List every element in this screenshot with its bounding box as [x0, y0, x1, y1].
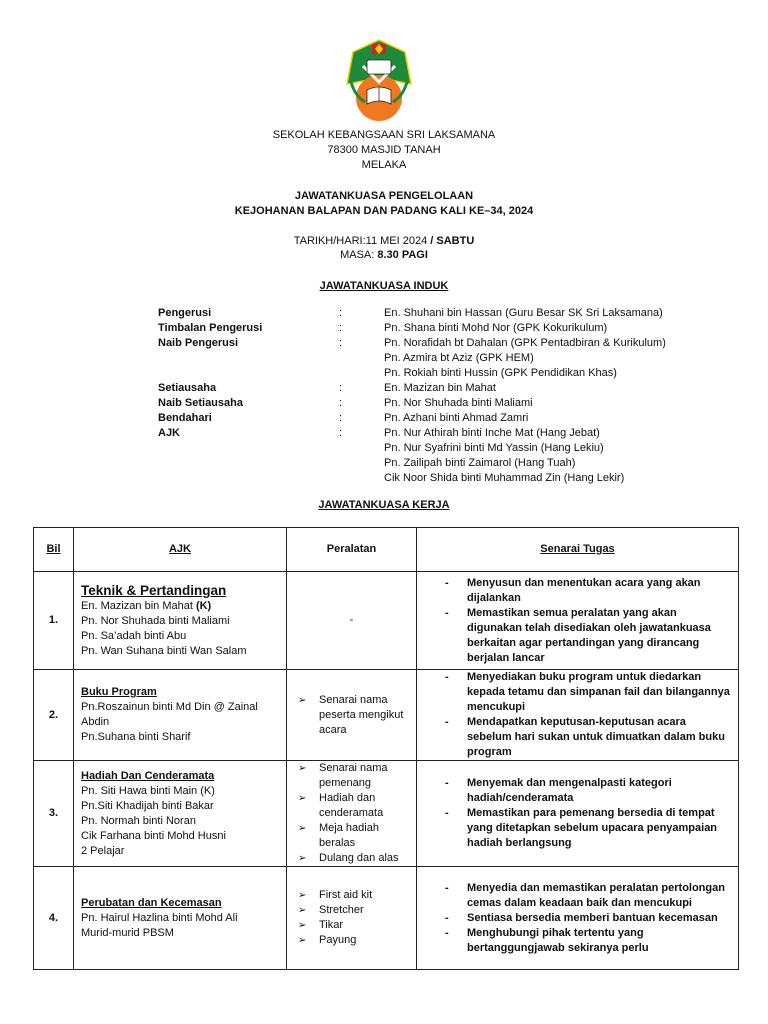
tugas-item: - Menyediakan buku program untuk diedarkan kepada tetamu dan simpanan fail dan bilangannya mencukupi — [417, 670, 738, 715]
induk-row — [0, 351, 768, 366]
school-name: SEKOLAH KEBANGSAAN SRI LAKSAMANA — [272, 129, 496, 141]
ajk-cell — [74, 761, 287, 867]
induk-row — [0, 396, 768, 411]
kerja-table — [33, 527, 739, 970]
tugas-cell — [417, 867, 739, 970]
peralatan-item: ➢ Senarai nama peserta mengikut acara — [287, 693, 416, 738]
induk-name: Pn. Shana binti Mohd Nor (GPK Kokurikulum) — [384, 322, 608, 334]
induk-role: Naib Pengerusi — [158, 337, 239, 349]
ajk-cell — [74, 867, 287, 970]
peralatan-item: ➢ Meja hadiah beralas — [287, 821, 416, 851]
member: Pn.Siti Khadijah binti Bakar — [81, 799, 214, 812]
col-header-tugas: Senarai Tugas — [417, 528, 739, 572]
induk-role: Timbalan Pengerusi — [158, 322, 263, 334]
induk-row — [0, 366, 768, 381]
peralatan-cell — [287, 761, 417, 867]
induk-row — [0, 471, 768, 486]
doc-title-2: KEJOHANAN BALAPAN DAN PADANG KALI KE–34, 2024 — [234, 205, 534, 217]
tugas-item: - Sentiasa bersedia memberi bantuan kecemasan — [417, 911, 738, 926]
induk-colon: : — [339, 427, 343, 439]
col-header-ajk: AJK — [74, 528, 287, 572]
induk-row — [0, 441, 768, 456]
induk-row — [0, 426, 768, 441]
row-number: 2. — [34, 670, 74, 761]
member: Murid-murid PBSM — [81, 926, 174, 939]
kerja-heading: JAWATANKUASA KERJA — [318, 499, 450, 511]
peralatan-item: ➢ Hadiah dan cenderamata — [287, 791, 416, 821]
induk-name: Pn. Nur Syafrini binti Md Yassin (Hang Lekiu) — [384, 442, 604, 454]
event-time — [0, 248, 768, 263]
school-crest-logo — [345, 38, 413, 123]
member: Pn. Normah binti Noran — [81, 814, 196, 827]
table-row — [34, 867, 739, 970]
ajk-cell — [74, 670, 287, 761]
member: Pn. Wan Suhana binti Wan Salam — [81, 645, 247, 657]
tugas-cell — [417, 670, 739, 761]
peralatan-item: ➢ Dulang dan alas — [287, 851, 416, 866]
member: Pn.Suhana binti Sharif — [81, 731, 191, 743]
induk-name: Pn. Nor Shuhada binti Maliami — [384, 397, 533, 409]
member: Pn. Hairul Hazlina binti Mohd Ali — [81, 911, 238, 924]
row-number: 1. — [34, 572, 74, 670]
induk-heading: JAWATANKUASA INDUK — [319, 280, 449, 292]
peralatan-cell: - — [287, 572, 417, 670]
tugas-cell — [417, 572, 739, 670]
induk-name: Pn. Norafidah bt Dahalan (GPK Pentadbiran & Kurikulum) — [384, 337, 666, 349]
induk-row — [0, 321, 768, 336]
induk-name: En. Mazizan bin Mahat — [384, 382, 496, 394]
induk-row — [0, 411, 768, 426]
induk-row — [0, 336, 768, 351]
member-name: En. Mazizan bin Mahat — [81, 600, 196, 612]
table-row — [34, 670, 739, 761]
induk-role: Setiausaha — [158, 382, 217, 394]
row-number: 4. — [34, 867, 74, 970]
table-row — [34, 572, 739, 670]
induk-colon: : — [339, 322, 343, 334]
member: Pn. Sa’adah binti Abu — [81, 630, 187, 642]
induk-name: Cik Noor Shida binti Muhammad Zin (Hang Lekir) — [384, 472, 625, 484]
induk-role: Pengerusi — [158, 307, 212, 319]
induk-name: Pn. Zailipah binti Zaimarol (Hang Tuah) — [384, 457, 576, 469]
tugas-item: - Menghubungi pihak tertentu yang bertanggungjawab sekiranya perlu — [417, 926, 738, 956]
induk-colon: : — [339, 382, 343, 394]
induk-colon: : — [339, 412, 343, 424]
peralatan-cell — [287, 670, 417, 761]
induk-name: Pn. Nur Athirah binti Inche Mat (Hang Jebat) — [384, 427, 600, 439]
tugas-cell — [417, 761, 739, 867]
peralatan-item: ➢ Payung — [287, 933, 416, 948]
induk-name: Pn. Rokiah binti Hussin (GPK Pendidikan Khas) — [384, 367, 617, 379]
induk-role: Bendahari — [158, 412, 212, 424]
member: Pn. Siti Hawa binti Main (K) — [81, 784, 215, 797]
school-postcode: 78300 MASJID TANAH — [327, 144, 441, 156]
doc-title-1: JAWATANKUASA PENGELOLAAN — [294, 190, 474, 202]
induk-colon: : — [339, 397, 343, 409]
member: Pn. Nor Shuhada binti Maliami — [81, 615, 230, 627]
row-number: 3. — [34, 761, 74, 867]
ajk-cell — [74, 572, 287, 670]
event-date — [0, 234, 768, 249]
section-title: Perubatan dan Kecemasan — [81, 896, 222, 909]
section-title: Buku Program — [81, 686, 157, 698]
peralatan-item: ➢ Stretcher — [287, 903, 416, 918]
tugas-item: - Memastikan para pemenang bersedia di tempat yang ditetapkan sebelum upacara penyampaian hadiah berlangsung — [417, 806, 738, 851]
tugas-item: - Menyedia dan memastikan peralatan pertolongan cemas dalam keadaan baik dan mencukupi — [417, 881, 738, 911]
date-label: TARIKH/HARI:11 MEI 2024 — [293, 235, 431, 247]
member-role-marker: (K) — [195, 600, 212, 612]
col-header-peralatan: Peralatan — [287, 528, 417, 572]
table-header-row — [34, 528, 739, 572]
school-state: MELAKA — [361, 159, 407, 171]
peralatan-cell — [287, 867, 417, 970]
col-header-bil: Bil — [34, 528, 74, 572]
induk-role: AJK — [158, 427, 181, 439]
member: 2 Pelajar — [81, 844, 125, 857]
induk-name: Pn. Azhani binti Ahmad Zamri — [384, 412, 529, 424]
date-day: / SABTU — [430, 235, 475, 247]
tugas-item: - Menyusun dan menentukan acara yang akan dijalankan — [417, 576, 738, 606]
peralatan-item: ➢ Tikar — [287, 918, 416, 933]
section-title: Hadiah Dan Cenderamata — [81, 769, 215, 782]
tugas-item: - Menyemak dan mengenalpasti kategori hadiah/cenderamata — [417, 776, 738, 806]
member: Cik Farhana binti Mohd Husni — [81, 829, 226, 842]
table-row — [34, 761, 739, 867]
time-value: 8.30 PAGI — [377, 249, 428, 261]
induk-row — [0, 456, 768, 471]
induk-role: Naib Setiausaha — [158, 397, 243, 409]
section-title: Teknik & Pertandingan — [81, 583, 227, 598]
member: Pn.Roszainun binti Md Din @ Zainal Abdin — [81, 701, 258, 728]
induk-row — [0, 306, 768, 321]
time-label: MASA: — [340, 249, 378, 261]
induk-colon: : — [339, 337, 343, 349]
peralatan-item: ➢ Senarai nama pemenang — [287, 761, 416, 791]
tugas-item: - Memastikan semua peralatan yang akan digunakan telah disediakan oleh jawatankuasa berkaitan agar pertandingan yang dirancang berjalan lancar — [417, 606, 738, 666]
induk-name: Pn. Azmira bt Aziz (GPK HEM) — [384, 352, 534, 364]
induk-row — [0, 381, 768, 396]
tugas-item: - Mendapatkan keputusan-keputusan acara sebelum hari sukan untuk dimuatkan dalam buku program — [417, 715, 738, 760]
peralatan-item: ➢ First aid kit — [287, 888, 416, 903]
member — [81, 599, 286, 614]
induk-colon: : — [339, 307, 343, 319]
induk-name: En. Shuhani bin Hassan (Guru Besar SK Sri Laksamana) — [384, 307, 663, 319]
